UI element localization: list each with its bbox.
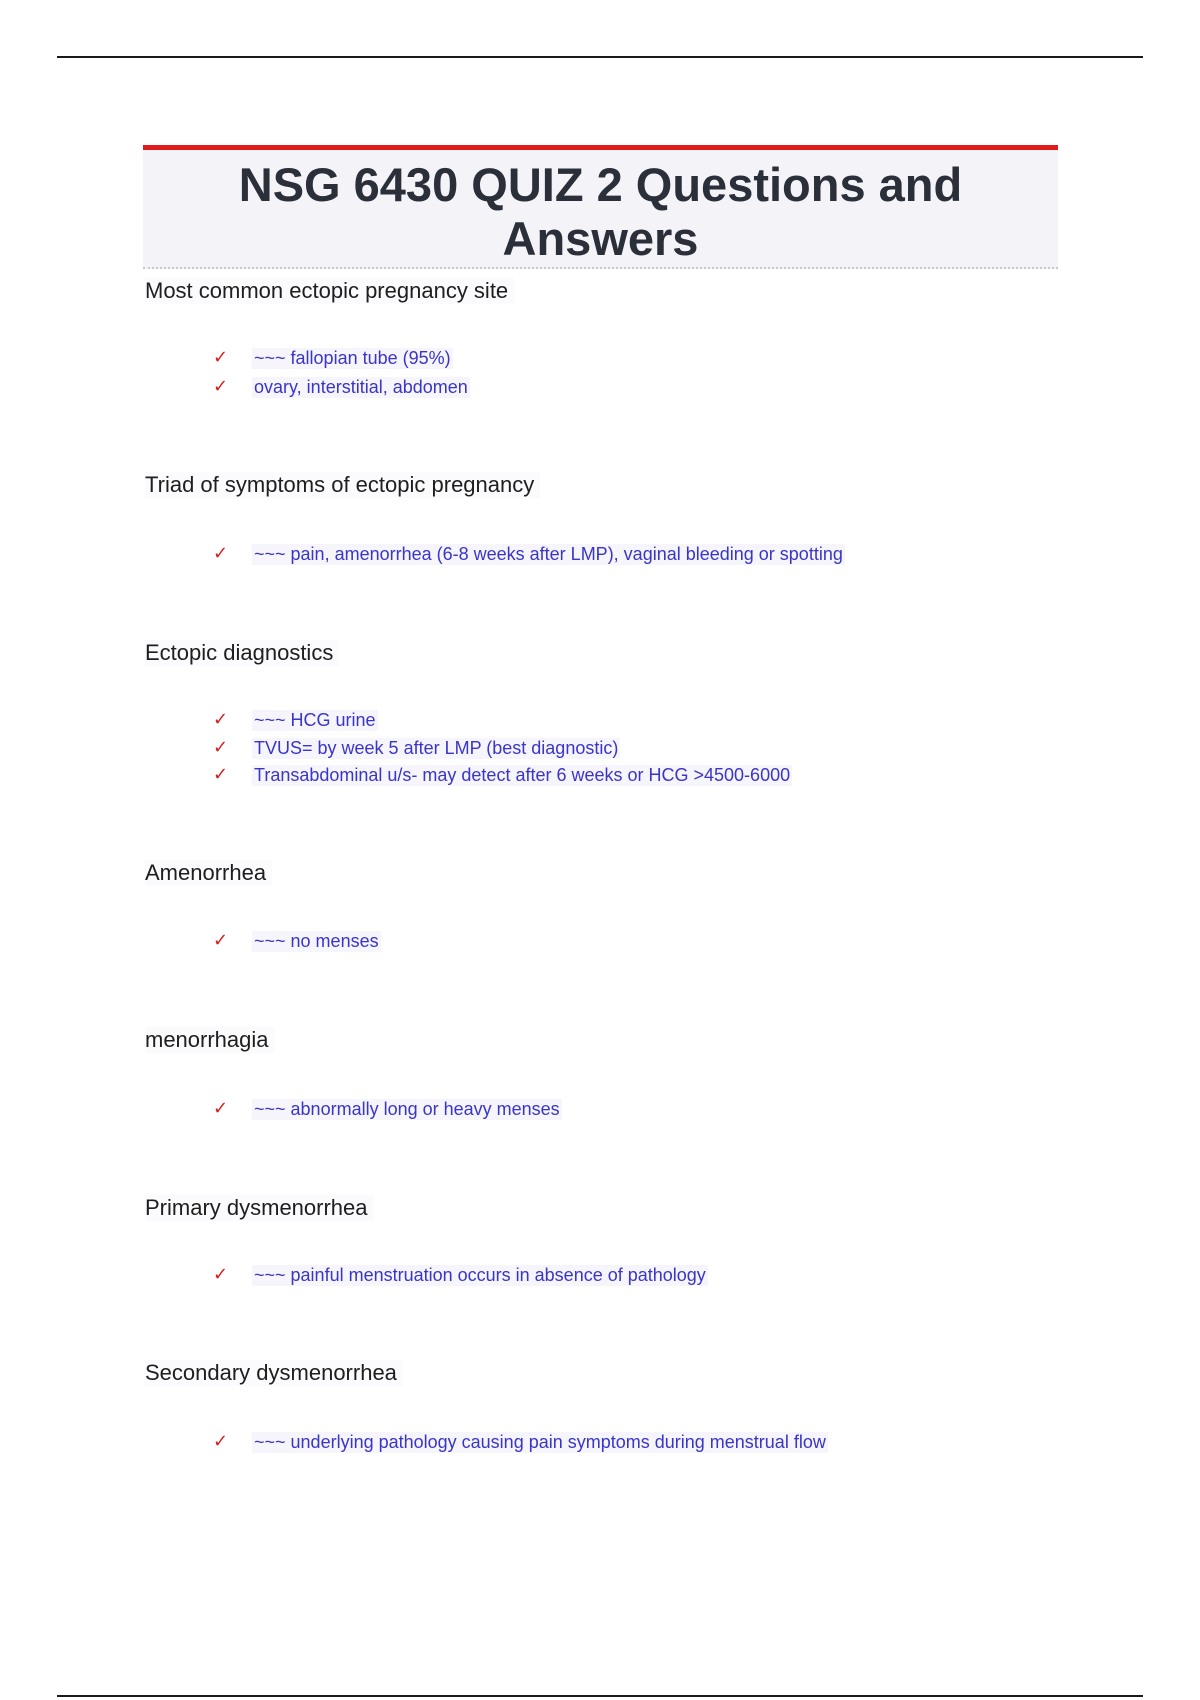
- answer-text: Transabdominal u/s- may detect after 6 weeks or HCG >4500-6000: [254, 764, 791, 785]
- check-icon: ✓: [213, 543, 229, 564]
- question: Ectopic diagnostics: [145, 640, 339, 666]
- question: Most common ectopic pregnancy site: [145, 278, 514, 304]
- answer-item: [213, 929, 381, 953]
- answer-text: ~~~ abnormally long or heavy menses: [254, 1098, 560, 1119]
- answer-item: [213, 542, 845, 566]
- answer-text: TVUS= by week 5 after LMP (best diagnostic): [254, 737, 619, 758]
- check-icon: ✓: [213, 1098, 229, 1119]
- answer-item: [213, 375, 470, 399]
- check-icon: ✓: [213, 737, 229, 758]
- question: Triad of symptoms of ectopic pregnancy: [145, 472, 540, 498]
- question: Secondary dysmenorrhea: [145, 1360, 403, 1386]
- check-icon: ✓: [213, 930, 229, 951]
- question: Primary dysmenorrhea: [145, 1195, 374, 1221]
- page-title: NSG 6430 QUIZ 2 Questions and Answers: [238, 158, 963, 265]
- footer-rule: [57, 1695, 1143, 1697]
- answer-text: ~~~ fallopian tube (95%): [254, 347, 451, 368]
- answer-item: [213, 1097, 562, 1121]
- check-icon: ✓: [213, 709, 229, 730]
- title-banner: [143, 145, 1058, 269]
- answer-text: ovary, interstitial, abdomen: [254, 376, 468, 397]
- header-rule: [57, 56, 1143, 58]
- answer-item: [213, 708, 378, 732]
- answer-text: ~~~ no menses: [254, 930, 379, 951]
- check-icon: ✓: [213, 1264, 229, 1285]
- check-icon: ✓: [213, 347, 229, 368]
- answer-item: [213, 346, 453, 370]
- check-icon: ✓: [213, 1431, 229, 1452]
- answer-item: [213, 736, 620, 760]
- check-icon: ✓: [213, 376, 229, 397]
- answer-item: [213, 1430, 828, 1454]
- answer-text: ~~~ HCG urine: [254, 709, 376, 730]
- answer-text: ~~~ painful menstruation occurs in absence of pathology: [254, 1264, 706, 1285]
- answer-text: ~~~ underlying pathology causing pain symptoms during menstrual flow: [254, 1431, 826, 1452]
- answer-item: [213, 763, 792, 787]
- answer-item: [213, 1263, 708, 1287]
- answer-text: ~~~ pain, amenorrhea (6-8 weeks after LMP), vaginal bleeding or spotting: [254, 543, 843, 564]
- question: Amenorrhea: [145, 860, 272, 886]
- question: menorrhagia: [145, 1027, 275, 1053]
- check-icon: ✓: [213, 764, 229, 785]
